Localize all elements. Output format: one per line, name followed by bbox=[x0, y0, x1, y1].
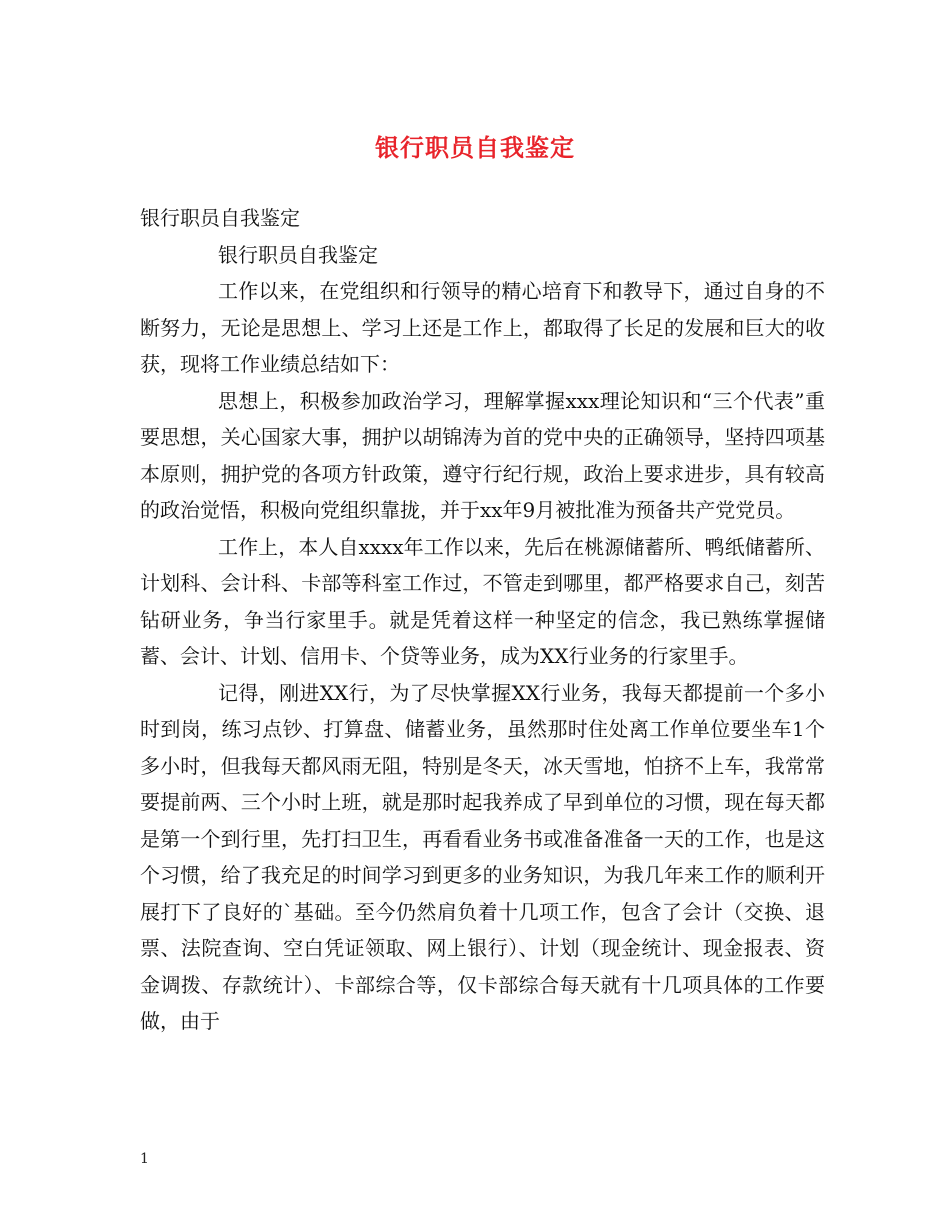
paragraph-intro: 工作以来，在党组织和行领导的精心培育下和教导下，通过自身的不断努力，无论是思想上、学习上还是工作上，都取得了长足的发展和巨大的收获，现将工作业绩总结如下： bbox=[140, 279, 825, 376]
paragraph-heading: 银行职员自我鉴定 bbox=[140, 206, 300, 230]
paragraph-memory: 记得，刚进XX行，为了尽快掌握XX行业务，我每天都提前一个多小时到岗，练习点钞、打算盘、储蓄业务，虽然那时住处离工作单位要坐车1个多小时，但我每天都风雨无阻，特别是冬天，冰天雪地，怕挤不上车，我常常要提前两、三个小时上班，就是那时起我养成了早到单位的习惯，现在每天都是第一个到行里，先打扫卫生，再看看业务书或准备准备一天的工作，也是这个习惯，给了我充足的时间学习到更多的业务知识，为我几年来工作的顺利开展打下了良好的`基础。至今仍然肩负着十几项工作，包含了会计（交换、退票、法院查询、空白凭证领取、网上银行）、计划（现金统计、现金报表、资金调拨、存款统计）、卡部综合等，仅卡部综合每天就有十几项具体的工作要做，由于 bbox=[140, 680, 825, 1033]
document-body bbox=[140, 200, 825, 1040]
page-number: 1 bbox=[140, 1151, 149, 1167]
paragraph-subheading: 银行职员自我鉴定 bbox=[218, 242, 378, 267]
paragraph-thought: 思想上，积极参加政治学习，理解掌握xxx理论知识和“三个代表”重要思想，关心国家大事，拥护以胡锦涛为首的党中央的正确领导，坚持四项基本原则，拥护党的各项方针政策，遵守行纪行规，政治上要求进步，具有较高的政治觉悟，积极向党组织靠拢，并于xx年9月被批准为预备共产党党员。 bbox=[140, 388, 825, 522]
document-title: 银行职员自我鉴定 bbox=[375, 133, 575, 162]
paragraph-work: 工作上，本人自xxxx年工作以来，先后在桃源储蓄所、鸭纸储蓄所、计划科、会计科、卡部等科室工作过，不管走到哪里，都严格要求自己，刻苦钻研业务，争当行家里手。就是凭着这样一种坚定的信念，我已熟练掌握储蓄、会计、计划、信用卡、个贷等业务，成为XX行业务的行家里手。 bbox=[140, 534, 825, 668]
